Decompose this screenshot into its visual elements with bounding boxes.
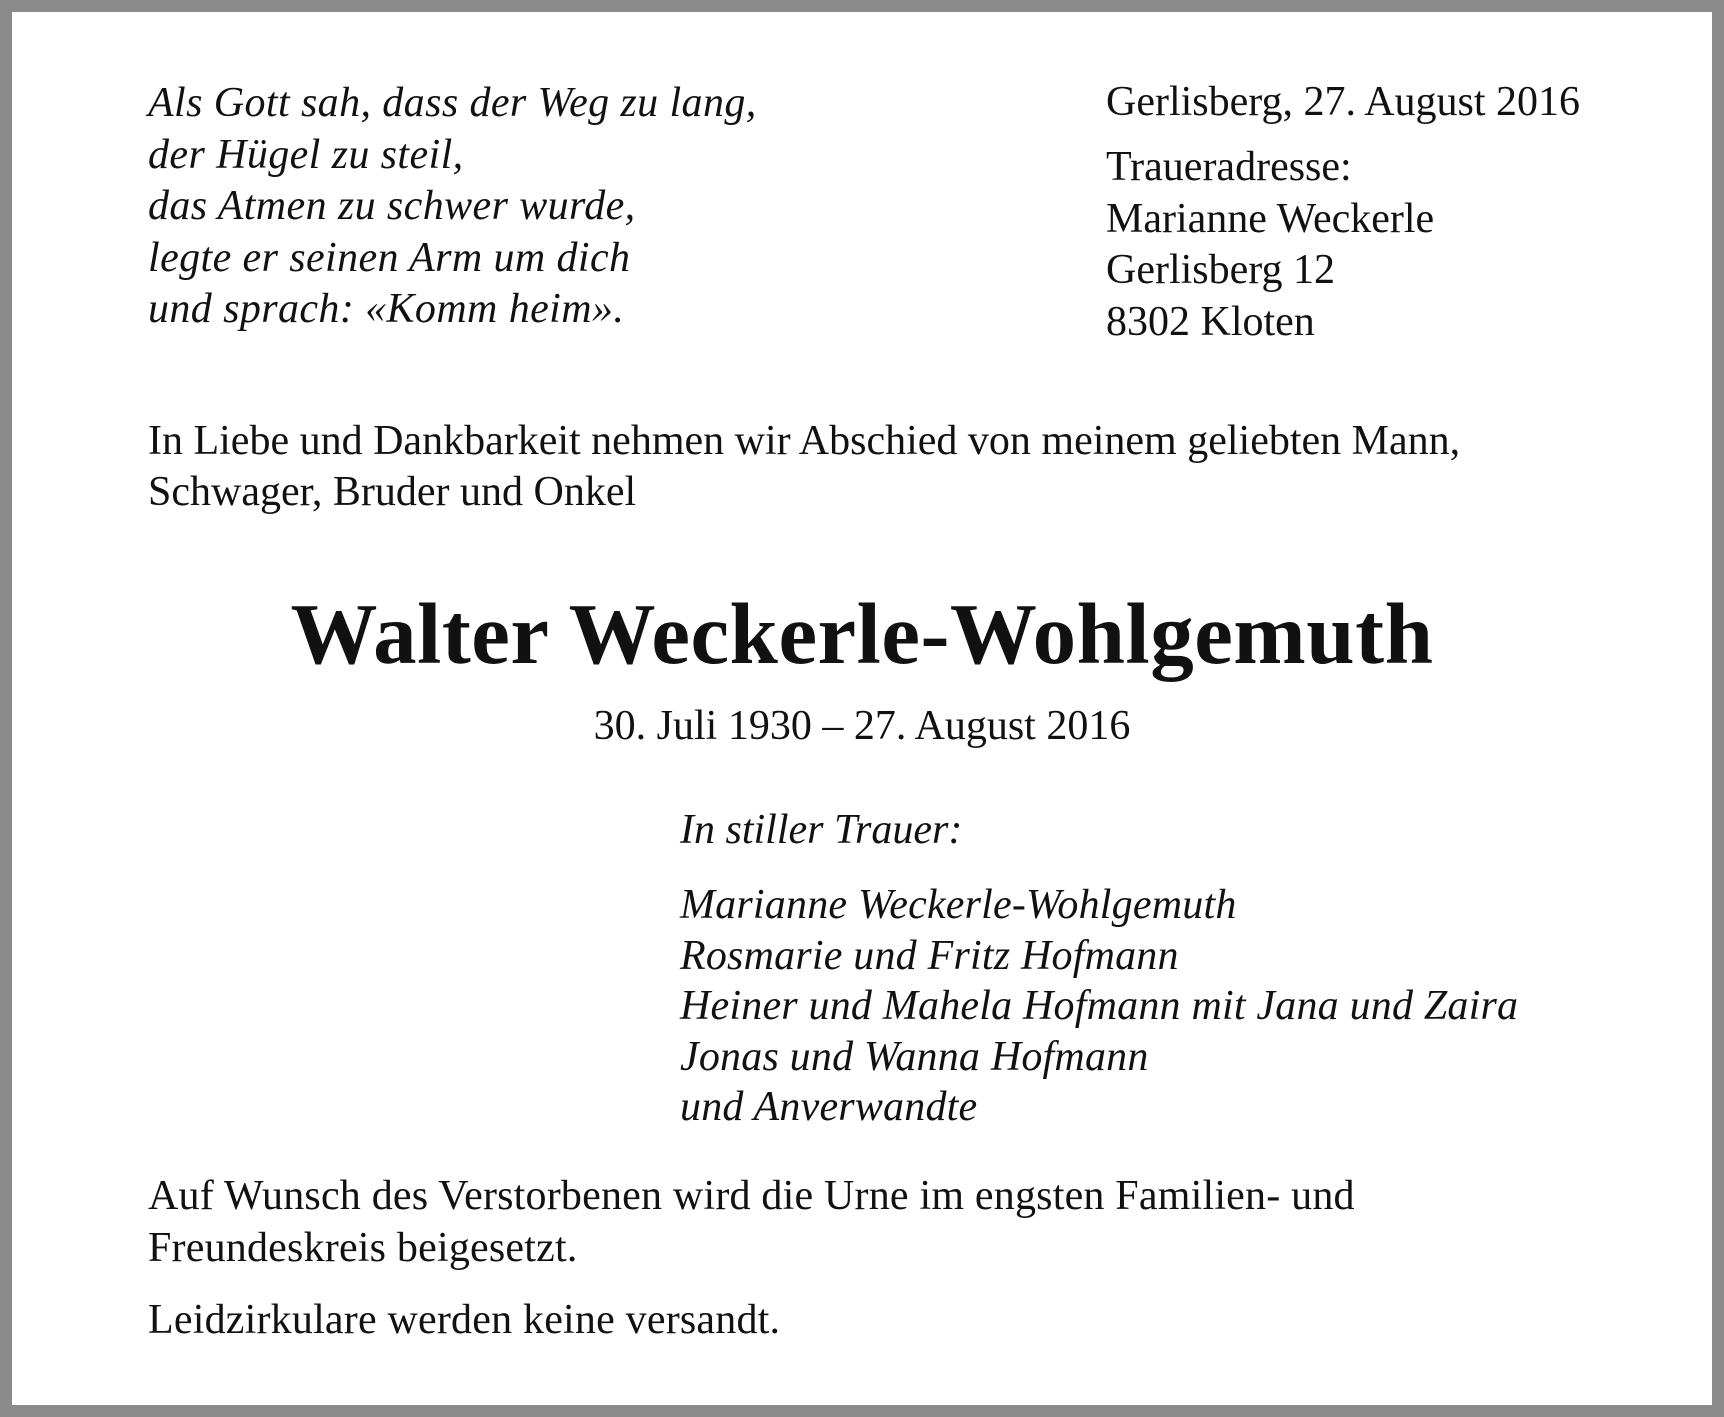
life-dates: 30. Juli 1930 – 27. August 2016 [593,703,1131,749]
urn-note [148,1170,1355,1274]
poem-line: der Hügel zu steil, [148,131,464,178]
intro-line: In Liebe und Dankbarkeit nehmen wir Abschied von meinem geliebten Mann, [148,418,1461,464]
mourning-address [1106,142,1434,348]
mourner-name: Jonas und Wanna Hofmann [680,1033,1149,1080]
deceased-name: Walter Weckerle-Wohlgemuth [290,585,1434,682]
obituary-page [12,12,1712,1405]
address-name: Marianne Weckerle [1106,195,1435,242]
farewell-intro [148,416,1460,518]
circular-note: Leidzirkulare werden keine versandt. [148,1297,781,1343]
poem-line: legte er seinen Arm um dich [148,234,631,281]
urn-note-line: Auf Wunsch des Verstorbenen wird die Urne im engsten Familien- und [148,1173,1355,1219]
poem [148,78,757,336]
intro-line: Schwager, Bruder und Onkel [148,469,637,515]
urn-note-line: Freundeskreis beigesetzt. [148,1225,578,1271]
mourning-title: In stiller Trauer: [680,807,963,853]
poem-line: und sprach: «Komm heim». [148,286,625,332]
poem-line: das Atmen zu schwer wurde, [148,183,636,229]
mourner-name: Heiner und Mahela Hofmann mit Jana und Zaira [680,983,1519,1029]
mourner-name: und Anverwandte [680,1084,978,1130]
mourners-list [680,880,1518,1133]
mourner-name: Marianne Weckerle-Wohlgemuth [680,882,1237,928]
mourner-name: Rosmarie und Fritz Hofmann [680,932,1179,979]
place-date: Gerlisberg, 27. August 2016 [1106,79,1581,125]
address-street: Gerlisberg 12 [1106,247,1336,293]
address-city: 8302 Kloten [1106,298,1315,345]
poem-line: Als Gott sah, dass der Weg zu lang, [148,80,757,126]
address-label: Traueradresse: [1106,144,1352,190]
